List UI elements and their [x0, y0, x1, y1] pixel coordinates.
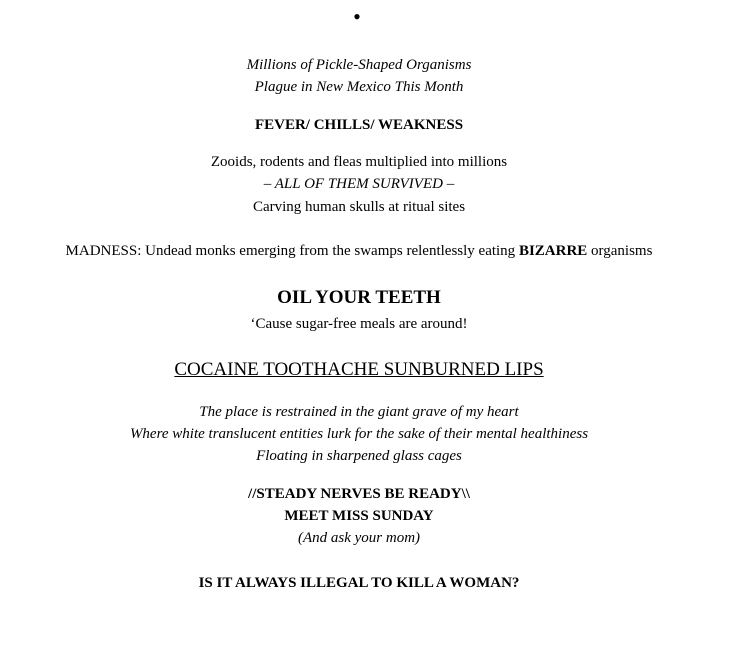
poem-line-3: Floating in sharpened glass cages: [256, 448, 462, 464]
madness-text-start: MADNESS: Undead monks emerging from the swamps relentlessly eating: [65, 243, 519, 259]
nerves-line-2: MEET MISS SUNDAY: [284, 508, 434, 524]
madness-paragraph: [0, 241, 718, 261]
poem-line-2: Where white translucent entities lurk for the sake of their mental healthiness: [129, 426, 589, 442]
oil-teeth-heading: OIL YOUR TEETH: [277, 287, 441, 308]
symptoms-heading: FEVER/ CHILLS/ WEAKNESS: [254, 117, 464, 133]
zooids-line-1: Zooids, rodents and fleas multiplied into millions: [210, 154, 508, 170]
nerves-line-1: //STEADY NERVES BE READY\\: [248, 486, 470, 502]
headline-line-2: Plague in New Mexico This Month: [254, 79, 464, 95]
madness-bold-word: BIZARRE: [518, 243, 588, 259]
zooids-line-2: – ALL OF THEM SURVIVED –: [263, 176, 455, 192]
closing-question: IS IT ALWAYS ILLEGAL TO KILL A WOMAN?: [198, 575, 520, 591]
oil-teeth-subtitle: ‘Cause sugar-free meals are around!: [250, 316, 468, 332]
poem-line-1: The place is restrained in the giant grave of my heart: [199, 404, 519, 420]
zooids-line-3: Carving human skulls at ritual sites: [252, 199, 466, 215]
bullet-mark: •: [353, 4, 361, 29]
madness-text-end: organisms: [587, 243, 653, 259]
cocaine-heading: COCAINE TOOTHACHE SUNBURNED LIPS: [174, 359, 544, 380]
nerves-line-3: (And ask your mom): [297, 530, 421, 546]
headline-line-1: Millions of Pickle-Shaped Organisms: [246, 57, 472, 73]
